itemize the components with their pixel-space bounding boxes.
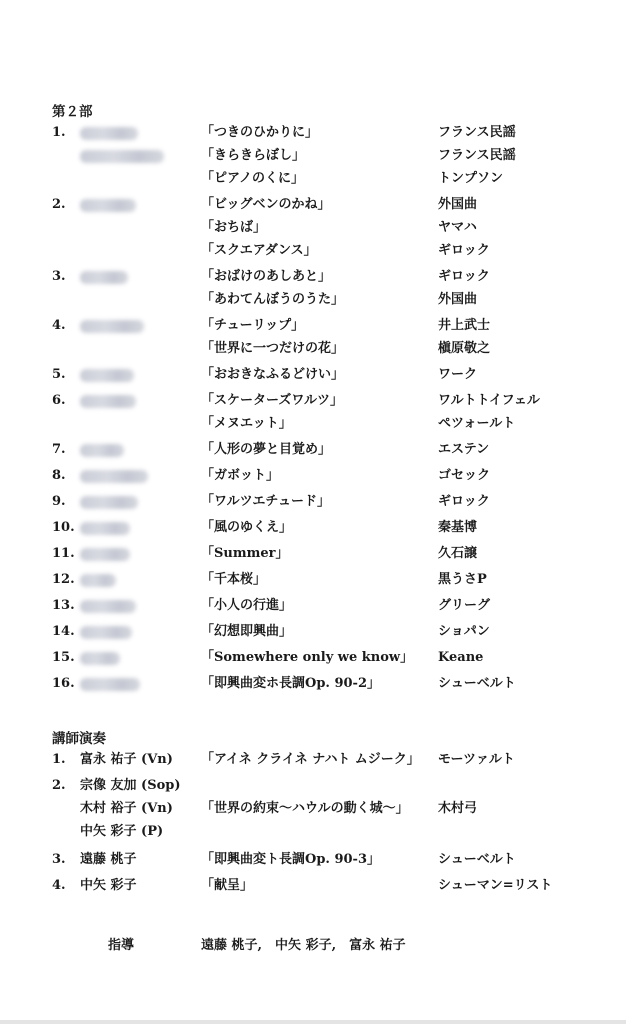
- program-row: [0, 623, 626, 647]
- program-row: [0, 597, 626, 621]
- program-row: [0, 415, 626, 439]
- piece-title: 「世界に一つだけの花」: [201, 341, 345, 356]
- item-number: 14.: [52, 624, 75, 639]
- blurred-performer-name: [80, 626, 132, 639]
- composer: グリーグ: [438, 598, 491, 613]
- composer: シューベルト: [438, 852, 516, 867]
- piece-title: 「ワルツエチュード」: [201, 494, 330, 509]
- piece-title: 「小人の行進」: [201, 598, 293, 613]
- program-row: [0, 268, 626, 292]
- composer: ゴセック: [438, 468, 491, 483]
- composer: ショパン: [438, 624, 490, 639]
- program-row: [0, 340, 626, 364]
- composer: ワルトトイフェル: [438, 393, 540, 408]
- teacher-row: [0, 877, 626, 901]
- item-number: 4.: [52, 878, 66, 893]
- blurred-performer-name: [80, 470, 148, 483]
- blurred-performer-name: [80, 320, 144, 333]
- item-number: 2.: [52, 197, 66, 212]
- composer: エステン: [438, 442, 490, 457]
- composer: ギロック: [438, 269, 490, 284]
- performer-name: 遠藤 桃子: [80, 852, 137, 867]
- item-number: 3.: [52, 269, 66, 284]
- composer: Keane: [438, 650, 484, 665]
- program-row: [0, 242, 626, 266]
- composer: ギロック: [438, 243, 490, 258]
- composer: 外国曲: [438, 292, 478, 307]
- composer: フランス民謡: [438, 125, 516, 140]
- program-row: [0, 519, 626, 543]
- blurred-performer-name: [80, 600, 136, 613]
- piece-title: 「人形の夢と目覚め」: [201, 442, 332, 457]
- piece-title: 「あわてんぼうのうた」: [201, 292, 345, 307]
- piece-title: 「チューリップ」: [201, 318, 305, 333]
- performer-name: 宗像 友加 (Sop): [80, 778, 181, 793]
- composer: シューベルト: [438, 676, 516, 691]
- composer: ワーク: [438, 367, 478, 382]
- instructor-label: 指導: [108, 938, 135, 953]
- instructor-names: 遠藤 桃子, 中矢 彩子, 富永 祐子: [201, 938, 406, 953]
- blurred-performer-name: [80, 444, 124, 457]
- item-number: 5.: [52, 367, 66, 382]
- teachers-heading: 講師演奏: [52, 731, 106, 747]
- item-number: 4.: [52, 318, 66, 333]
- piece-title: 「Somewhere only we know」: [201, 650, 414, 665]
- composer: トンプソン: [438, 171, 504, 186]
- piece-title: 「千本桜」: [201, 572, 267, 587]
- item-number: 12.: [52, 572, 75, 587]
- blurred-performer-name: [80, 395, 136, 408]
- program-row: [0, 571, 626, 595]
- performer-name: 中矢 彩子: [80, 878, 137, 893]
- program-row: [0, 392, 626, 416]
- piece-title: 「スクエアダンス」: [201, 243, 317, 258]
- item-number: 9.: [52, 494, 66, 509]
- part2-heading: 第２部: [52, 104, 93, 120]
- program-row: [0, 170, 626, 194]
- composer: シューマン=リスト: [438, 878, 553, 893]
- blurred-performer-name: [80, 678, 140, 691]
- piece-title: 「おばけのあしあと」: [201, 269, 332, 284]
- piece-title: 「おちば」: [201, 220, 267, 235]
- composer: フランス民謡: [438, 148, 516, 163]
- composer: モーツァルト: [438, 752, 515, 767]
- blurred-performer-name: [80, 150, 164, 163]
- piece-title: 「つきのひかりに」: [201, 125, 319, 140]
- piece-title: 「メヌエット」: [201, 416, 292, 431]
- composer: 槇原敬之: [438, 341, 491, 356]
- composer: 木村弓: [438, 801, 478, 816]
- composer: ギロック: [438, 494, 490, 509]
- composer: 秦基博: [438, 520, 478, 535]
- item-number: 15.: [52, 650, 75, 665]
- bottom-edge: [0, 1020, 626, 1024]
- program-row: [0, 124, 626, 148]
- composer: 久石譲: [438, 546, 478, 561]
- blurred-performer-name: [80, 574, 116, 587]
- blurred-performer-name: [80, 199, 136, 212]
- piece-title: 「幻想即興曲」: [201, 624, 293, 639]
- item-number: 1.: [52, 125, 66, 140]
- program-row: [0, 545, 626, 569]
- blurred-performer-name: [80, 271, 128, 284]
- piece-title: 「おおきなふるどけい」: [201, 367, 345, 382]
- composer: ヤマハ: [438, 220, 477, 235]
- item-number: 11.: [52, 546, 75, 561]
- piece-title: 「アイネ クライネ ナハト ムジーク」: [201, 752, 420, 767]
- program-row: [0, 675, 626, 699]
- item-number: 6.: [52, 393, 66, 408]
- piece-title: 「きらきらぼし」: [201, 148, 306, 163]
- piece-title: 「献呈」: [201, 878, 254, 893]
- item-number: 10.: [52, 520, 75, 535]
- performer-name: 中矢 彩子 (P): [80, 824, 164, 839]
- piece-title: 「風のゆくえ」: [201, 520, 293, 535]
- program-row: [0, 649, 626, 673]
- blurred-performer-name: [80, 127, 138, 140]
- program-row: [0, 493, 626, 517]
- blurred-performer-name: [80, 496, 138, 509]
- program-row: [0, 196, 626, 220]
- performer-name: 富永 祐子 (Vn): [80, 752, 173, 767]
- teacher-row: [0, 777, 626, 801]
- piece-title: 「Summer」: [201, 546, 289, 561]
- blurred-performer-name: [80, 548, 130, 561]
- program-row: [0, 366, 626, 390]
- piece-title: 「即興曲変ト長調Op. 90-3」: [201, 852, 380, 867]
- performer-name: 木村 裕子 (Vn): [80, 801, 173, 816]
- piece-title: 「即興曲変ホ長調Op. 90-2」: [201, 676, 380, 691]
- piece-title: 「ガボット」: [201, 468, 280, 483]
- composer: 黒うさP: [438, 572, 487, 587]
- teacher-row: [0, 751, 626, 775]
- piece-title: 「スケーターズワルツ」: [201, 393, 343, 408]
- teacher-row: [0, 800, 626, 824]
- piece-title: 「世界の約束～ハウルの動く城～」: [201, 801, 409, 816]
- composer: ペツォールト: [438, 416, 516, 431]
- program-row: [0, 441, 626, 465]
- composer: 外国曲: [438, 197, 478, 212]
- item-number: 16.: [52, 676, 75, 691]
- item-number: 7.: [52, 442, 66, 457]
- item-number: 1.: [52, 752, 66, 767]
- program-row: [0, 467, 626, 491]
- program-row: [0, 317, 626, 341]
- program-row: [0, 291, 626, 315]
- teacher-row: [0, 851, 626, 875]
- piece-title: 「ビッグベンのかね」: [201, 197, 331, 212]
- item-number: 13.: [52, 598, 75, 613]
- piece-title: 「ピアノのくに」: [201, 171, 304, 186]
- blurred-performer-name: [80, 369, 134, 382]
- blurred-performer-name: [80, 652, 120, 665]
- teacher-row: [0, 823, 626, 847]
- program-row: [0, 147, 626, 171]
- item-number: 8.: [52, 468, 66, 483]
- blurred-performer-name: [80, 522, 130, 535]
- composer: 井上武士: [438, 318, 491, 333]
- item-number: 2.: [52, 778, 66, 793]
- program-row: [0, 219, 626, 243]
- item-number: 3.: [52, 852, 66, 867]
